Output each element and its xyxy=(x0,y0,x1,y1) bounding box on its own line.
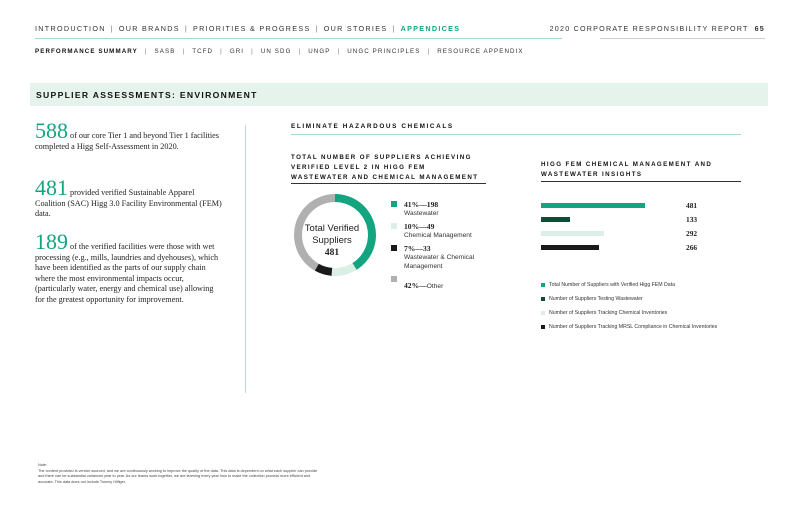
legend-swatch xyxy=(541,325,545,329)
legend-item-chemical-management xyxy=(391,222,511,240)
report-title: 2020 CORPORATE RESPONSIBILITY REPORT xyxy=(549,24,749,33)
legend-label: Other xyxy=(426,283,444,290)
bar-legend-label: Number of Suppliers Tracking MRSL Compliance in Chemical Inventories xyxy=(549,324,718,330)
top-nav-underline xyxy=(35,38,562,39)
legend-item-other xyxy=(391,275,511,293)
bar-legend-label: Total Number of Suppliers with Verified Higg FEM Data xyxy=(549,282,675,288)
nav-introduction[interactable]: INTRODUCTION xyxy=(35,24,106,33)
bar-value-label: 481 xyxy=(686,201,698,210)
stat-text: of the verified facilities were those with wet processing (e.g., mills, laundries and dyehouses), which have been identified as the parts of our supply chain where the most environmental impacts occur, (particularly water, energy and chemical use) allowing for the greatest opportunity for improvement. xyxy=(35,242,219,304)
legend-swatch xyxy=(541,311,545,315)
bar xyxy=(541,245,599,250)
stat-block xyxy=(35,229,225,306)
nav-separator: | xyxy=(251,48,254,55)
legend-label: Wastewater xyxy=(404,210,439,217)
legend-label: Chemical Management xyxy=(404,232,472,239)
bar xyxy=(541,203,645,208)
bar xyxy=(541,231,604,236)
bar-value-label: 292 xyxy=(686,229,698,238)
nav-priorities-progress[interactable]: PRIORITIES & PROGRESS xyxy=(192,24,311,33)
stat-block xyxy=(35,175,225,220)
bar xyxy=(541,217,570,222)
subnav-sasb[interactable]: SASB xyxy=(154,48,176,55)
bar-legend-item xyxy=(541,310,667,316)
bar-value-label: 266 xyxy=(686,243,698,252)
banner-title: SUPPLIER ASSESSMENTS: ENVIRONMENT xyxy=(36,90,258,100)
report-header xyxy=(550,24,765,33)
subnav-performance-summary[interactable]: PERFORMANCE SUMMARY xyxy=(35,48,138,55)
nav-appendices[interactable]: APPENDICES xyxy=(400,24,461,33)
subnav-gri[interactable]: GRI xyxy=(229,48,245,55)
donut-chart-title: TOTAL NUMBER OF SUPPLIERS ACHIEVING VERIFIED LEVEL 2 IN HIGG FEM WASTEWATER AND CHEMICAL MANAGEMENT xyxy=(291,154,479,181)
nav-separator: | xyxy=(144,48,148,55)
legend-value: 7%—33 xyxy=(404,244,431,253)
legend-item-wastewater-chemical xyxy=(391,244,511,271)
footnote-text: The content provided is vendor sourced, and we are continuously working to improve the quality of the data. This data is dependent on what each supplier can provide and there can be substantial variances year to year. As our teams work together, we are learning every year how to make the collection process more efficient and accurate. This data does not include Tommy Hilfiger. xyxy=(38,468,318,484)
nav-separator: | xyxy=(184,24,188,33)
nav-our-stories[interactable]: OUR STORIES xyxy=(323,24,388,33)
legend-swatch xyxy=(391,276,397,282)
legend-swatch xyxy=(391,201,397,207)
nav-separator: | xyxy=(427,48,431,55)
bar-legend-item xyxy=(541,296,643,302)
bar-chart-title-underline xyxy=(541,181,741,182)
bar-legend-label: Number of Suppliers Tracking Chemical Inventories xyxy=(549,310,668,316)
legend-value: 10%—49 xyxy=(404,222,435,231)
nav-separator: | xyxy=(337,48,341,55)
legend-item-wastewater xyxy=(391,200,511,218)
nav-separator: | xyxy=(392,24,396,33)
stat-block xyxy=(35,118,225,152)
bar-chart-title: HIGG FEM CHEMICAL MANAGEMENT AND WASTEWATER INSIGHTS xyxy=(541,161,713,178)
nav-separator: | xyxy=(110,24,114,33)
stat-number: 588 xyxy=(35,118,68,143)
donut-center-value: 481 xyxy=(324,248,340,258)
bar-legend-item xyxy=(541,282,675,288)
section-banner xyxy=(30,83,768,106)
sub-nav xyxy=(35,48,524,55)
report-header-underline xyxy=(600,38,765,39)
legend-swatch xyxy=(541,283,545,287)
legend-swatch xyxy=(391,223,397,229)
bar-legend-label: Number of Suppliers Testing Wastewater xyxy=(549,296,643,302)
nav-our-brands[interactable]: OUR BRANDS xyxy=(118,24,180,33)
donut-slice-chemical-management xyxy=(332,263,357,276)
nav-separator: | xyxy=(298,48,302,55)
top-nav xyxy=(35,24,460,33)
donut-chart-title-underline xyxy=(291,183,486,184)
stat-text: provided verified Sustainable Apparel Coalition (SAC) Higg 3.0 Facility Environmental (FEM) data. xyxy=(35,188,222,219)
page-number: 65 xyxy=(754,24,765,33)
donut-legend xyxy=(391,200,511,297)
stat-text: of our core Tier 1 and beyond Tier 1 facilities completed a Higg Self-Assessment in 2020. xyxy=(35,131,219,151)
legend-swatch xyxy=(541,297,545,301)
legend-value: 42%— xyxy=(404,281,427,290)
legend-swatch xyxy=(391,245,397,251)
footnote xyxy=(38,463,318,485)
bar-value-label: 133 xyxy=(686,215,698,224)
subnav-resource-appendix[interactable]: RESOURCE APPENDIX xyxy=(437,48,524,55)
nav-separator: | xyxy=(182,48,186,55)
section-title: ELIMINATE HAZARDOUS CHEMICALS xyxy=(291,123,454,130)
column-divider xyxy=(245,125,246,393)
subnav-un-sdg[interactable]: UN SDG xyxy=(260,48,292,55)
nav-separator: | xyxy=(220,48,223,55)
donut-center-label xyxy=(292,223,372,259)
donut-center-text: Total Verified Suppliers xyxy=(304,223,360,246)
section-title-underline xyxy=(291,134,741,135)
legend-value: 41%—198 xyxy=(404,200,439,209)
subnav-tcfd[interactable]: TCFD xyxy=(192,48,214,55)
bar-legend-item xyxy=(541,324,717,330)
footnote-label: Note: xyxy=(38,463,48,467)
subnav-ungc-principles[interactable]: UNGC PRINCIPLES xyxy=(347,48,421,55)
stat-number: 481 xyxy=(35,175,68,200)
stat-number: 189 xyxy=(35,229,68,254)
nav-separator: | xyxy=(315,24,319,33)
legend-label: Wastewater & Chemical Management xyxy=(404,254,475,270)
subnav-ungp[interactable]: UNGP xyxy=(308,48,331,55)
